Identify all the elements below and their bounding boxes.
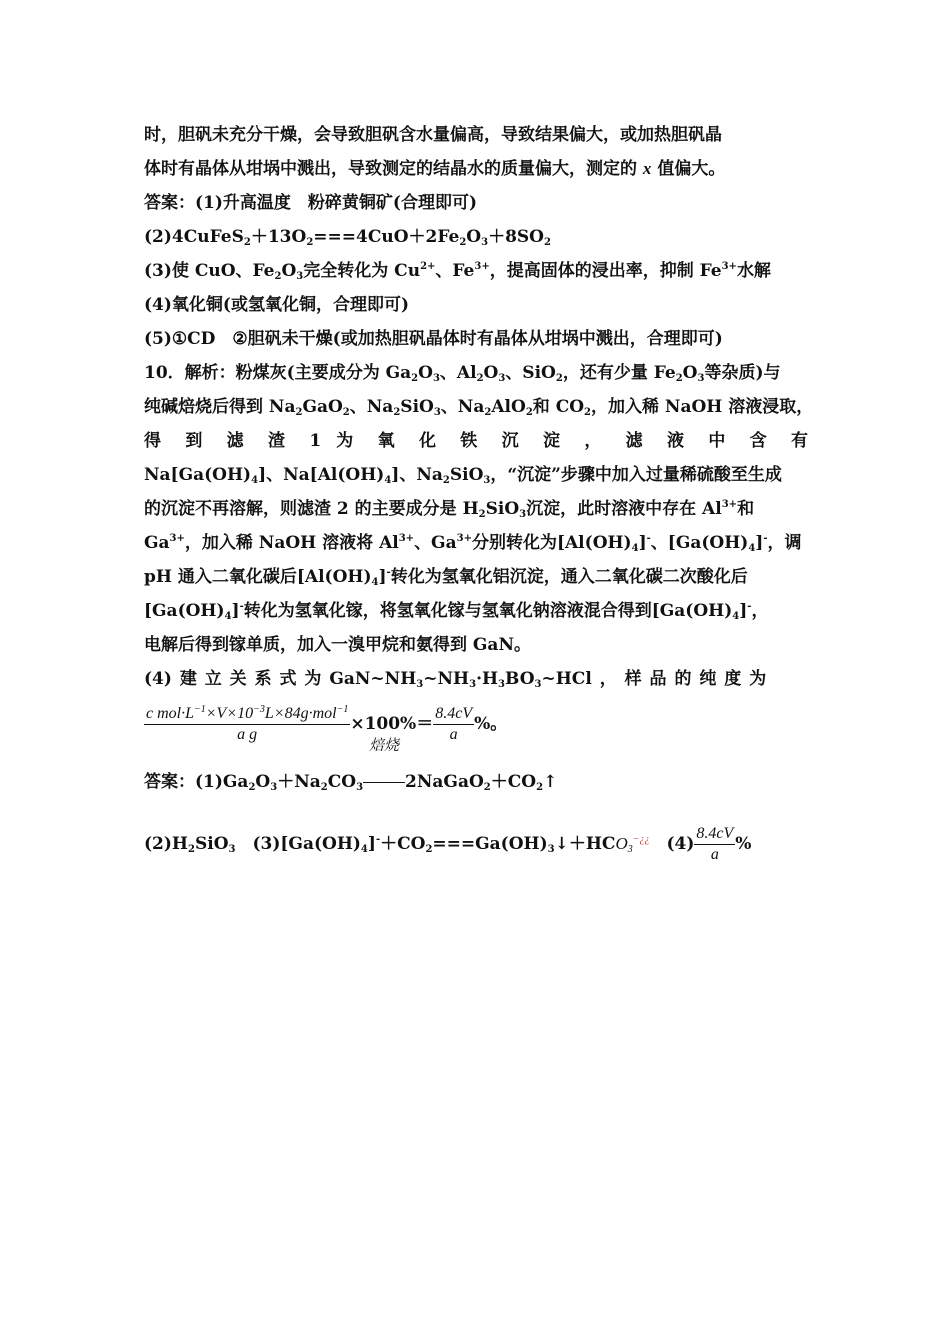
fraction-denominator: a g	[237, 726, 258, 743]
answer-line: 答案：(1)升高温度 粉碎黄铜矿(合理即可)	[144, 193, 478, 213]
text-line: 体时有晶体从坩埚中溅出，导致测定的结晶水的质量偏大，测定的 x 值偏大。	[144, 159, 726, 179]
analysis-line: 电解后得到镓单质，加入一溴甲烷和氨得到 GaN。	[144, 635, 531, 655]
formula-line: $\frac{c mol\cdot L^{-1}\times V\times 10^{-3}L\times 84g\cdot mol^{-1}}{\text{a g}}$ ×100%＝ $\frac{8.4cV}{a}$ %。	[146, 704, 508, 743]
fraction-denominator: a	[710, 846, 719, 863]
answer-line: (5)①CD ②胆矾未干燥(或加热胆矾晶体时有晶体从坩埚中溅出，合理即可)	[144, 329, 723, 349]
text-line: 时，胆矾未充分干燥，会导致胆矾含水量偏高，导致结果偏大，或加热胆矾晶	[144, 125, 722, 145]
answer-line: 答案：$(1)Ga_2O_3+Na_2CO_3$ 焙烧 $2NaGaO_2+CO_2↑$	[144, 754, 808, 810]
analysis-line: (4) 建 立 关 系 式 为 $GaN\sim NH_3\sim NH_3\cdot H_3BO_3\sim HCl$ ， 样 品 的 纯 度 为	[144, 669, 767, 690]
analysis-line: pH 通入二氧化碳后$[Al(OH)_4]^-$转化为氢氧化铝沉淀，通入二氧化碳二次酸化后	[144, 567, 748, 588]
analysis-line: $Ga^{3+}$，加入稀 NaOH 溶液将 $Al^{3+}$、$Ga^{3+}$分别转化为$[Al(OH)_4]^-$、$[Ga(OH)_4]^-$，调	[144, 533, 802, 554]
answer-line: (3)使 CuO、$Fe_2O_3$完全转化为 $Cu^{2+}$、$Fe^{3+}$，提高固体的浸出率，抑制 $Fe^{3+}$水解	[144, 261, 771, 282]
document-page	[144, 118, 814, 872]
analysis-line: 纯碱焙烧后得到 $Na_2GaO_2$、$Na_2SiO_3$、$Na_2AlO_2$和 $CO_2$，加入稀 NaOH 溶液浸取，	[144, 397, 814, 418]
purity-fraction	[144, 704, 350, 745]
fraction-numerator: 8.4cV	[433, 704, 474, 725]
analysis-line: $Na[Ga(OH)_4]$、$Na[Al(OH)_4]$、$Na_2SiO_3$，“沉淀”步骤中加入过量稀硫酸至生成	[144, 465, 782, 486]
fraction-numerator: c $mol\cdot L^{-1}\times V\times 10^{-3}L\times 84g\cdot mol^{-1}$	[144, 704, 350, 725]
fraction-numerator: 8.4cV	[694, 824, 735, 845]
analysis-line: $[Ga(OH)_4]^-$转化为氢氧化镓，将氢氧化镓与氢氧化钠溶液混合得到$[Ga(OH)_4]^-$，	[144, 601, 769, 622]
fraction-denominator: a	[449, 726, 458, 743]
reaction-condition: 焙烧	[363, 754, 405, 810]
analysis-line: 10．解析：粉煤灰(主要成分为 $Ga_2O_3$、$Al_2O_3$、SiO$_2$，还有少量 $Fe_2O_3$等杂质)与	[144, 363, 781, 384]
analysis-line: 的沉淀不再溶解，则滤渣 2 的主要成分是 $H_2SiO_3$沉淀，此时溶液中存在 $Al^{3+}$和	[144, 499, 755, 520]
carbonate-ion: $O_3^{-¿¿}$	[615, 834, 650, 855]
analysis-line: 得 到 滤 渣 1 为 氧 化 铁 沉 淀 ， 滤 液 中 含 有	[144, 431, 808, 451]
result-fraction	[433, 704, 474, 745]
equation-line: $(2)4CuFeS_2+13O_2===4CuO+2Fe_2O_3+8SO_2$	[144, 227, 551, 248]
answer-fraction	[694, 824, 735, 865]
answer-line: $(2)H_2SiO_3$ $(3)[Ga(OH)_4]^-+CO_2===Ga(OH)_3↓+HCO_3^{-¿¿}$ (4) $\frac{8.4cV}{a}$ %	[144, 825, 752, 863]
answer-line: (4)氧化铜(或氢氧化铜，合理即可)	[144, 295, 410, 315]
